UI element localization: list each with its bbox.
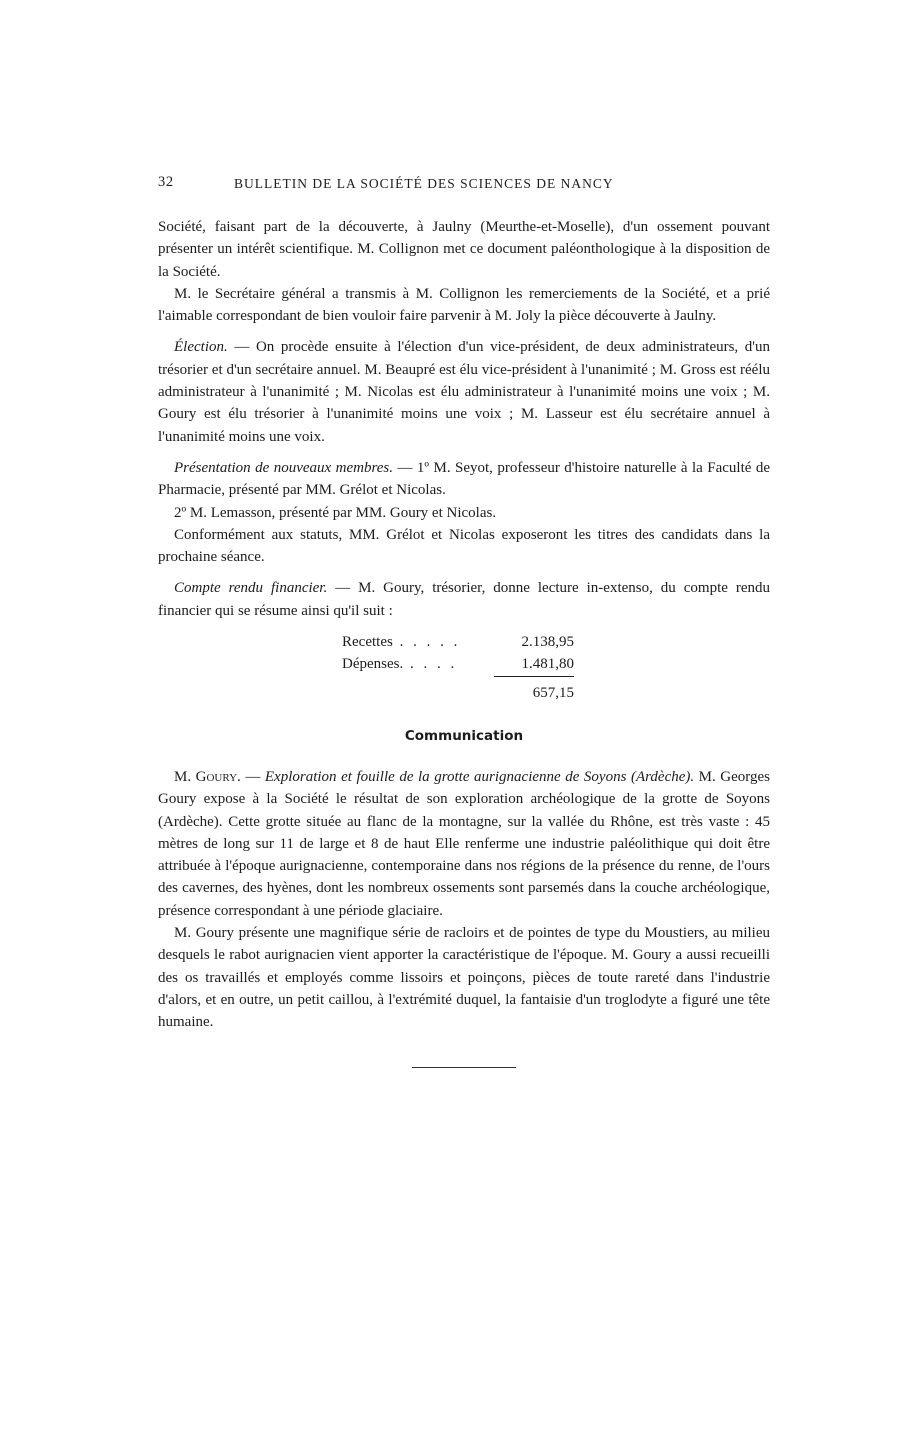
paragraph-communication <box>158 766 770 922</box>
paragraph-statuts: Conformément aux statuts, MM. Grélot et Nicolas exposeront les titres des candidats dans la prochaine séance. <box>158 526 770 566</box>
presentation-title: Présentation de nouveaux membres. <box>174 459 393 476</box>
accounts-table <box>342 631 770 704</box>
accounts-dots: . . . . . <box>392 634 461 651</box>
communication-author: M. Goury. <box>174 768 241 785</box>
communication-title: Exploration et fouille de la grotte aurignacienne de Soyons (Ardèche). <box>264 768 695 785</box>
document-page <box>158 170 770 1068</box>
paragraph-communication-2: M. Goury présente une magnifique série de racloirs et de pointes de type du Moustiers, au milieu desquels le rabot aurignacien vient apporter la caractéristique de l'époque. M. Goury a aussi recueilli des os travaillés et employés comme lissoirs et poinçons, pièces de toute rareté dans l'industrie d'alors, et en outre, un petit caillou, à l'extrémité duquel, la fantaisie d'un troglodyte a figuré une tête humaine. <box>158 925 770 1031</box>
accounts-row-depenses <box>342 653 770 676</box>
accounts-row-recettes <box>342 631 770 653</box>
accounts-amount: 2.138,95 <box>521 634 574 651</box>
running-header <box>158 170 770 196</box>
accounts-label: Dépenses. <box>342 656 404 673</box>
accounts-dots: . . . . <box>403 656 458 673</box>
paragraph-discovery: Société, faisant part de la découverte, à Jaulny (Meurthe-et-Moselle), d'un ossement pouvant présenter un intérêt scientifique. M. Collignon met ce document paléonthologique à la disposition de la Société. <box>158 219 770 280</box>
presentation-text: — 1º M. Seyot, professeur d'histoire naturelle à la Faculté de Pharmacie, présenté par MM. Grélot et Nicolas. <box>158 459 770 499</box>
paragraph-election <box>158 336 770 447</box>
compte-text: — M. Goury, trésorier, donne lecture in-extenso, du compte rendu financier qui se résume ainsi qu'il suit : <box>158 580 770 619</box>
election-text: — On procède ensuite à l'élection d'un vice-président, de deux administrateurs, d'un trésorier et d'un secrétaire annuel. M. Beaupré est élu vice-président à l'unanimité ; M. Gross est réélu administrateur à l'unanimité ; M. Nicolas est élu administrateur à l'unanimité moins une voix ; M. Goury est élu trésorier à l'unanimité moins une voix ; M. Lasseur est élu secrétaire annuel à l'unanimité moins une voix. <box>158 339 770 445</box>
page-number: 32 <box>158 174 174 190</box>
accounts-amount: 1.481,80 <box>494 653 574 676</box>
communication-dash: — <box>240 768 265 785</box>
accounts-row-total <box>342 682 770 704</box>
paragraph-presentation-2: 2º M. Lemasson, présenté par MM. Goury et Nicolas. <box>174 504 497 521</box>
accounts-label: Recettes <box>342 634 393 651</box>
section-heading-communication: Communication <box>404 727 524 744</box>
accounts-total: 657,15 <box>532 684 574 701</box>
communication-text: M. Georges Goury expose à la Société le résultat de son exploration archéologique de la grotte de Soyons (Ardèche). Cette grotte située au flanc de la montagne, sur la vallée du Rhône, est très vaste : 45 mètres de long sur 11 de large et 8 de haut Elle renferme une industrie paléolithique qui doit être attribuée à l'époque aurignacienne, contemporaine dans nos régions de la présence du renne, de l'ours des cavernes, des hyènes, dont les nombreux ossements sont parsemés dans la couche archéologique, présence correspondant à une période glaciaire. <box>158 768 771 919</box>
body-text <box>158 216 770 1068</box>
journal-title: BULLETIN DE LA SOCIÉTÉ DES SCIENCES DE NANCY <box>234 176 614 191</box>
election-title: Élection. <box>174 339 228 356</box>
paragraph-thanks: M. le Secrétaire général a transmis à M. Collignon les remerciements de la Société, et a prié l'aimable correspondant de bien vouloir faire parvenir à M. Joly la pièce découverte à Jaulny. <box>158 285 770 325</box>
end-rule-divider <box>412 1067 516 1068</box>
paragraph-presentation <box>158 457 770 502</box>
paragraph-compte-rendu <box>158 577 770 622</box>
compte-title: Compte rendu financier. <box>174 580 328 597</box>
